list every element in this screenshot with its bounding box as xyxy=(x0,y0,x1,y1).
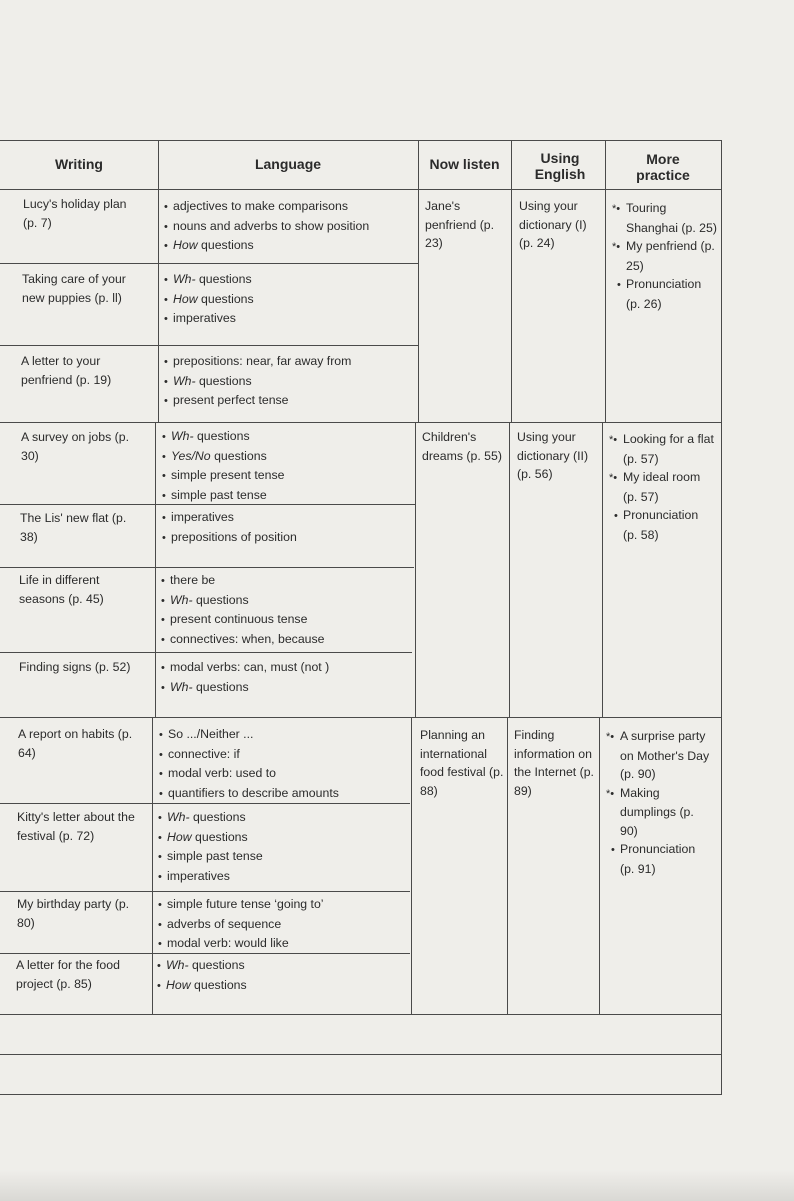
writing-cell: The Lis' new flat (p. 38) xyxy=(20,511,127,544)
table-rule xyxy=(605,140,606,423)
language-item: • Wh- questions xyxy=(161,591,411,611)
language-item: • How questions xyxy=(164,290,414,310)
writing-cell: A letter for the food project (p. 85) xyxy=(16,958,120,991)
table-rule xyxy=(0,717,722,718)
table-rule xyxy=(0,140,722,141)
writing-cell: A letter to your penfriend (p. 19) xyxy=(21,354,112,387)
language-item: • connective: if xyxy=(159,745,409,765)
language-item: • Wh- questions xyxy=(164,372,414,392)
language-cell xyxy=(159,725,409,803)
more-practice-item: • Pronunciation (p. 58) xyxy=(614,506,714,544)
language-item: • Wh- questions xyxy=(161,678,411,698)
language-item: • there be xyxy=(161,571,411,591)
table-rule xyxy=(509,422,510,718)
now-listen-cell: Planning an international food festival (p. 88) xyxy=(420,728,504,798)
writing-cell: Life in different seasons (p. 45) xyxy=(19,573,104,606)
more-practice-cell xyxy=(617,199,717,313)
table-rule xyxy=(411,717,412,1015)
table-rule xyxy=(0,345,418,346)
language-cell xyxy=(158,808,408,886)
language-item: • nouns and adverbs to show position xyxy=(164,217,414,237)
table-rule xyxy=(0,1054,722,1055)
language-item: • simple present tense xyxy=(162,466,412,486)
more-practice-item: *• Looking for a flat (p. 57) xyxy=(614,430,714,468)
language-cell xyxy=(164,197,414,256)
language-item: • adjectives to make comparisons xyxy=(164,197,414,217)
language-item: • Yes/No questions xyxy=(162,447,412,467)
language-cell xyxy=(161,571,411,649)
table-rule xyxy=(415,422,416,718)
more-practice-item: • Pronunciation (p. 26) xyxy=(617,275,717,313)
language-item: • quantifiers to describe amounts xyxy=(159,784,409,804)
language-item: • connectives: when, because xyxy=(161,630,411,650)
writing-cell: A report on habits (p. 64) xyxy=(18,727,133,760)
language-cell xyxy=(162,508,412,547)
header-using-english: Using English xyxy=(534,150,586,182)
table-rule xyxy=(155,422,156,718)
language-item: • How questions xyxy=(157,976,407,996)
more-practice-item: *• My penfriend (p. 25) xyxy=(617,237,717,275)
table-rule xyxy=(0,652,412,653)
table-rule xyxy=(0,263,418,264)
language-cell xyxy=(158,895,408,954)
table-rule xyxy=(507,717,508,1015)
more-practice-item: *• Touring Shanghai (p. 25) xyxy=(617,199,717,237)
table-rule xyxy=(511,140,512,423)
writing-cell: My birthday party (p. 80) xyxy=(17,897,130,930)
table-rule xyxy=(0,891,410,892)
language-item: • simple future tense ‘going to’ xyxy=(158,895,408,915)
more-practice-item: • Pronunciation (p. 91) xyxy=(611,840,711,878)
language-item: • modal verb: would like xyxy=(158,934,408,954)
language-item: • How questions xyxy=(158,828,408,848)
table-rule xyxy=(152,717,153,1015)
more-practice-cell xyxy=(614,430,714,544)
language-item: • present continuous tense xyxy=(161,610,411,630)
page-edge-shadow xyxy=(0,1170,794,1201)
using-english-cell: Finding information on the Internet (p. 89) xyxy=(514,728,594,798)
language-item: • present perfect tense xyxy=(164,391,414,411)
table-rule xyxy=(0,189,722,190)
language-item: • So .../Neither ... xyxy=(159,725,409,745)
using-english-cell: Using your dictionary (I) (p. 24) xyxy=(519,199,587,250)
writing-cell: Finding signs (p. 52) xyxy=(19,660,131,674)
writing-cell: A survey on jobs (p. 30) xyxy=(21,430,129,463)
writing-cell: Kitty's letter about the festival (p. 72) xyxy=(17,810,135,843)
more-practice-item: *• My ideal room (p. 57) xyxy=(614,468,714,506)
language-item: • imperatives xyxy=(164,309,414,329)
language-item: • simple past tense xyxy=(162,486,412,506)
writing-cell: Lucy's holiday plan (p. 7) xyxy=(23,197,127,230)
more-practice-item: *• A surprise party on Mother's Day (p. 90) xyxy=(611,727,711,784)
contents-table xyxy=(0,140,722,1095)
table-rule xyxy=(599,717,600,1015)
language-cell xyxy=(164,270,414,329)
table-rule xyxy=(418,140,419,423)
table-rule xyxy=(0,422,722,423)
language-item: • prepositions of position xyxy=(162,528,412,548)
header-more-practice: More practice xyxy=(636,151,690,183)
language-item: • modal verbs: can, must (not ) xyxy=(161,658,411,678)
more-practice-item: *• Making dumplings (p. 90) xyxy=(611,784,711,841)
table-rule xyxy=(0,803,410,804)
table-rule xyxy=(721,140,722,1095)
language-item: • Wh- questions xyxy=(158,808,408,828)
language-item: • Wh- questions xyxy=(157,956,407,976)
language-item: • modal verb: used to xyxy=(159,764,409,784)
more-practice-cell xyxy=(611,727,711,878)
header-writing: Writing xyxy=(55,156,103,172)
language-item: • simple past tense xyxy=(158,847,408,867)
writing-cell: Taking care of your new puppies (p. ll) xyxy=(22,272,126,305)
language-item: • Wh- questions xyxy=(162,427,412,447)
language-item: • imperatives xyxy=(162,508,412,528)
table-rule xyxy=(0,1014,722,1015)
language-cell xyxy=(164,352,414,411)
table-rule xyxy=(0,567,414,568)
table-rule xyxy=(0,1094,722,1095)
header-language: Language xyxy=(254,156,322,172)
language-item: • adverbs of sequence xyxy=(158,915,408,935)
now-listen-cell: Jane's penfriend (p. 23) xyxy=(425,199,495,250)
now-listen-cell: Children's dreams (p. 55) xyxy=(422,430,502,463)
language-cell xyxy=(161,658,411,697)
language-item: • prepositions: near, far away from xyxy=(164,352,414,372)
header-now-listen: Now listen xyxy=(429,156,500,172)
using-english-cell: Using your dictionary (II) (p. 56) xyxy=(517,430,589,481)
table-rule xyxy=(158,140,159,423)
language-item: • imperatives xyxy=(158,867,408,887)
language-item: • How questions xyxy=(164,236,414,256)
language-item: • Wh- questions xyxy=(164,270,414,290)
language-cell xyxy=(162,427,412,505)
language-cell xyxy=(157,956,407,995)
